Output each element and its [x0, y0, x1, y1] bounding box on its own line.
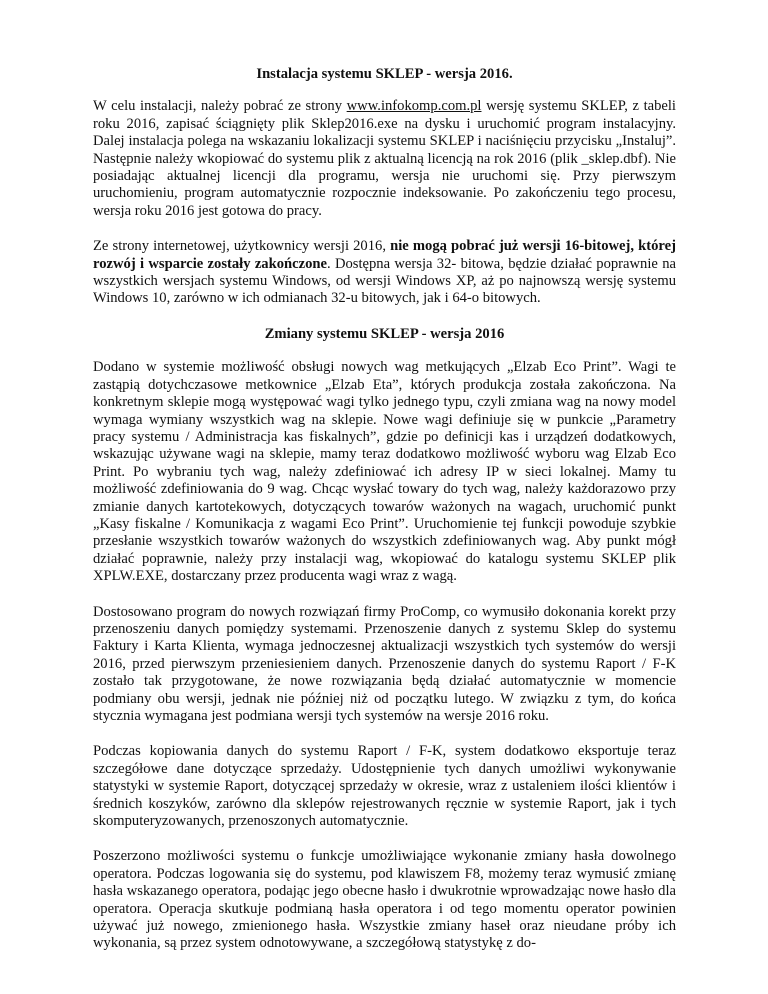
paragraph-password-change: Poszerzono możliwości systemu o funkcje umożliwiające wykonanie zmiany hasła dowolnego operatora. Podczas logowania się do systemu, pod klawiszem F8, możemy teraz wymusić zmianę hasła wskazanego operatora, podając jego obecne hasło i dwukrotnie wprowadzając nowe hasło dla operatora. Operacja skutkuje podmianą hasła operatora i od tego momentu operator powinien używać już nowego, zmienionego hasła. Wszystkie zmiany haseł oraz nieudane próby ich wykonania, są przez system odnotowywane, a szczegółową statystykę z do- — [93, 848, 676, 952]
paragraph-16bit-bold-warning: nie mogą pobrać już wersji 16-bitowej, której rozwój i wsparcie zostały zakończone — [93, 238, 676, 272]
paragraph-eco-print-scales: Dodano w systemie możliwość obsługi nowych wag metkujących „Elzab Eco Print”. Wagi te zastąpią dotychczasowe metkownice „Elzab Eta”, których produkcja została zakończona. Na konkretnym sklepie mogą występować wagi tylko jednego typu, czyli zmiana wag na nowy model wymaga wymiany wszystkich wag na sklepie. Nowe wagi definiuje się w punkcie „Parametry pracy systemu / Administracja kas fiskalnych”, gdzie po definicji kas i urządzeń dodatkowych, wskazując używane wagi na sklepie, mamy teraz dodatkowo możliwość wyboru wag Elzab Eco Print. Po wybraniu tych wag, należy zdefiniować ich adresy IP w sieci lokalnej. Mamy tu możliwość zdefiniowania do 9 wag. Chcąc wysłać towary do tych wag, należy każdorazowo przy zmianie danych kartotekowych, dotyczących towarów ważonych na wagach, uruchomić punkt „Kasy fiskalne / Komunikacja z wagami Eco Print”. Uruchomienie tej funkcji powoduje szybkie przesłanie wszystkich towarów ważonych do wszystkich zdefiniowanych wag. Aby punkt mógł działać poprawnie, należy przy instalacji wag, wkopiować do katalogu systemu SKLEP plik XPLW.EXE, dostarczany przez producenta wagi wraz z wagą. — [93, 359, 676, 585]
paragraph-16bit-text-end: . Dostępna wersja 32- bitowa, będzie działać poprawnie na wszystkich wersjach systemu Windows, od wersji Windows XP, aż po najnowszą wersję systemu Windows 10, zarówno w ich odmianach 32-u bitowych, jak i 64-o bitowych. — [93, 255, 676, 307]
document-title: Instalacja systemu SKLEP - wersja 2016. — [256, 66, 513, 82]
paragraph-procomp-transfer: Dostosowano program do nowych rozwiązań firmy ProComp, co wymusiło dokonania korekt przy przenoszeniu danych pomiędzy systemami. Przenoszenie danych z systemu Sklep do systemu Faktury i Karta Klienta, wymaga jednoczesnej aktualizacji wszystkich tych systemów do wersji 2016, przed pierwszym przeniesieniem danych. Przenoszenie danych do systemu Raport / F-K zostało tak przygotowane, że nowe rozwiązania będą działać automatycznie w momencie podmiany obu wersji, jednak nie później niż od początku lutego. W związku z tym, do końca stycznia wymagana jest podmiana wersji tych systemów na wersje 2016 roku. — [93, 603, 676, 724]
infokomp-website-link[interactable]: www.infokomp.com.pl — [346, 98, 482, 115]
paragraph-16bit-text-start: Ze strony internetowej, użytkownicy wersji 2016, — [93, 238, 391, 255]
paragraph-16bit-notice — [93, 238, 676, 308]
paragraph-installation — [93, 98, 676, 220]
paragraph-installation-text-end: wersję systemu SKLEP, z tabeli roku 2016, zapisać ściągnięty plik Sklep2016.exe na dysku i uruchomić program instalacyjny. Dalej instalacja polega na wskazaniu lokalizacji systemu SKLEP i naciśnięciu przycisku „Instaluj”. Następnie należy wkopiować do systemu plik z aktualną licencją na rok 2016 (plik _sklep.dbf). Nie posiadając aktualnej licencji dla programu, wersja nie uruchomi się. Przy pierwszym uruchomieniu, program automatycznie rozpocznie indeksowanie. Po zakończeniu tego procesu, wersja roku 2016 jest gotowa do pracy. — [93, 98, 676, 219]
paragraph-installation-text-start: W celu instalacji, należy pobrać ze strony — [93, 98, 347, 115]
paragraph-sales-export: Podczas kopiowania danych do systemu Raport / F-K, system dodatkowo eksportuje teraz szczegółowe dane dotyczące sprzedaży. Udostępnienie tych danych umożliwi wykonywanie statystyki w systemie Raport, dotyczącej sprzedaży w okresie, wraz z ustaleniem ilości klientów i średnich koszyków, zarówno dla sklepów rejestrowanych ręcznie w systemie Raport, jak i tych skomputeryzowanych, przenoszonych automatycznie. — [93, 743, 676, 830]
changes-heading: Zmiany systemu SKLEP - wersja 2016 — [264, 325, 505, 342]
